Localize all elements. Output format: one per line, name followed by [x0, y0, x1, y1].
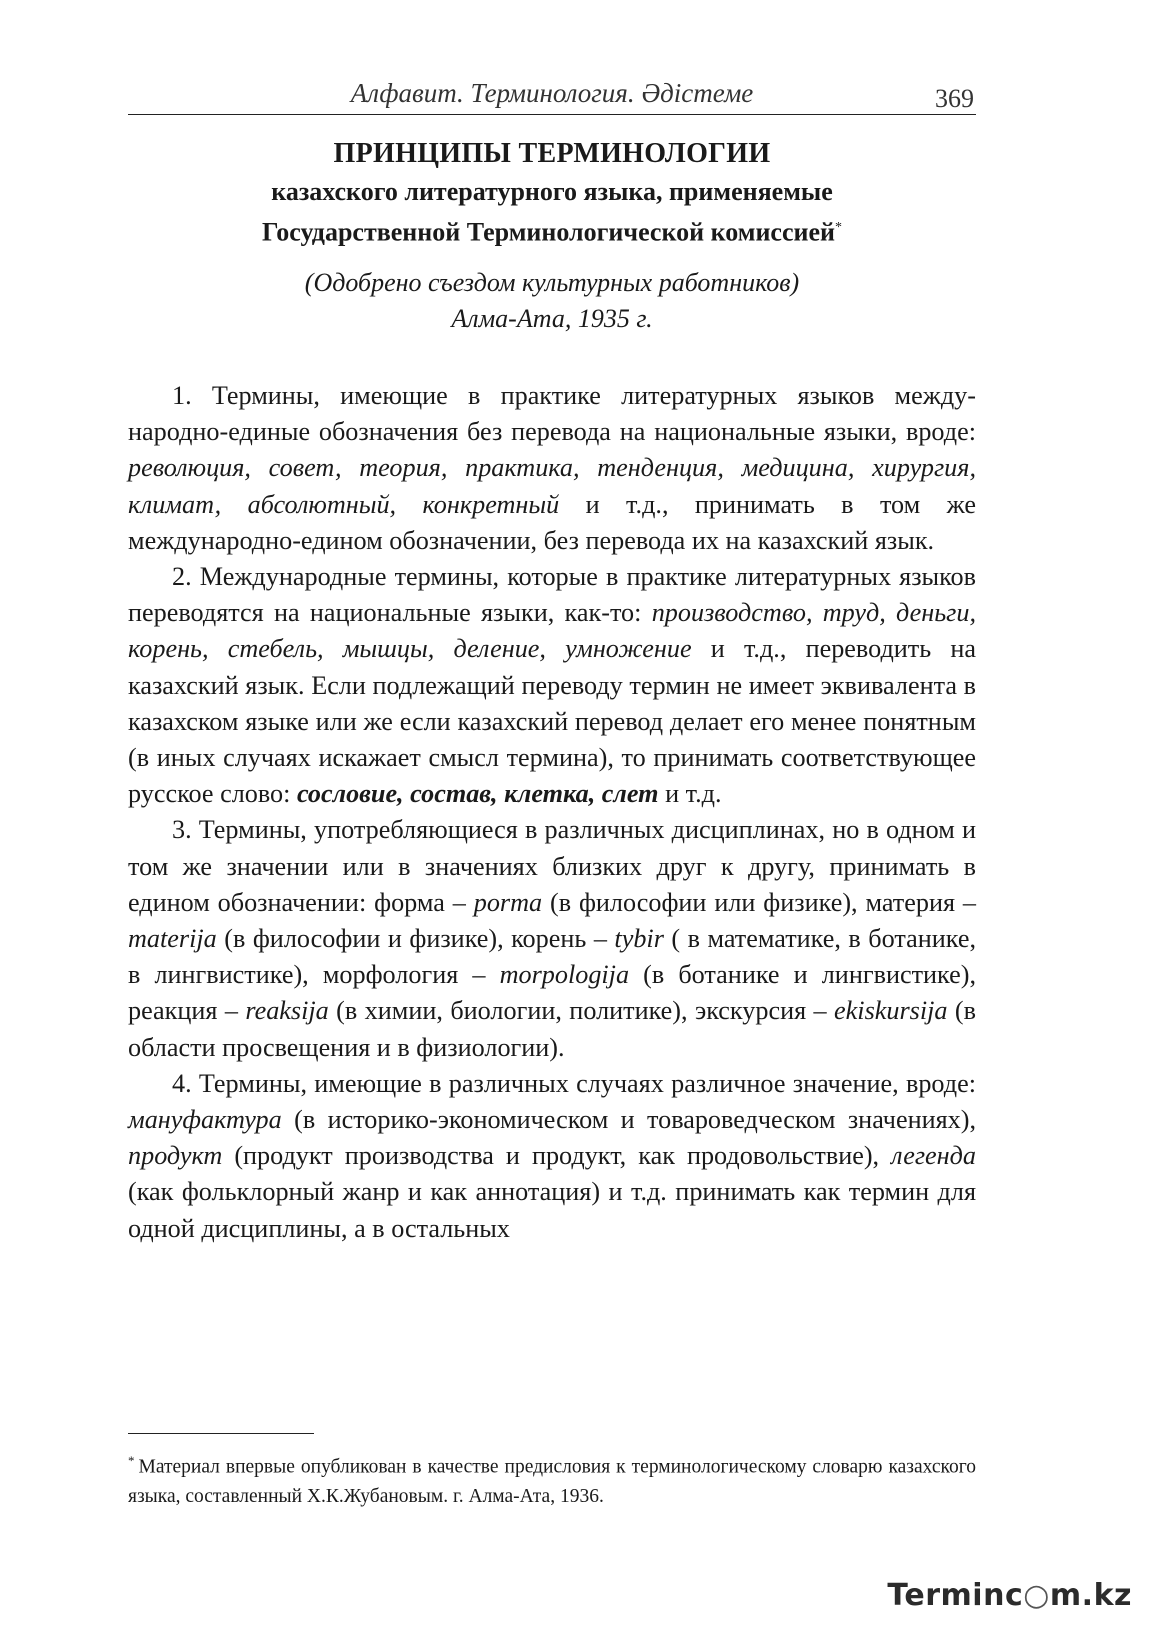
page-header	[128, 74, 976, 115]
watermark-logo: Terminc○m.kz	[887, 1578, 1132, 1613]
approval-line: (Одобрено съездом культурных работников)	[304, 267, 800, 297]
approval-place-date: Алма-Ата, 1935 г.	[451, 303, 653, 333]
footnote-text: Материал впервые опубликован в качестве предисловия к терминологическому словарю казахского языка, составленный Х.К.Жубановым. г. Алма-Ата, 1936.	[128, 1456, 976, 1507]
example-terms: революция, совет, теория, практика, тенденция, медицина, хирургия, климат, абсолютный, конкретный	[128, 453, 976, 519]
body-text	[128, 378, 976, 1247]
paragraph-3: 3. Термины, употребляющиеся в различных дисциплинах, но в одном и том же значении или в значениях близких друг к другу, принимать в едином обозначении: форма – porma (в философии или физике), материя – materija (в философии и физике), корень – tybir ( в математике, в ботанике, в лингвистике), морфология – morpologija (в ботанике и лингвистике), реакция – reaksija (в химии, биологии, политике), экскурсия – ekiskursija (в области просвещения и в физиологии).	[128, 815, 977, 1062]
footnote-marker: *	[128, 1453, 135, 1468]
term: tybir	[614, 924, 664, 954]
example-terms-bold: сословие, состав, клетка, слет	[296, 779, 659, 809]
term: reaksija	[245, 996, 329, 1026]
title-block	[128, 134, 976, 337]
paragraph-4: 4. Термины, имеющие в различных случаях различное значение, вроде: мануфактура (в историко-экономическом и товароведческом значениях), продукт (продукт производства и продукт, как продовольствие), легенда (как фольклорный жанр и как аннотация) и т.д. принимать как термин для одной дисциплины, а в остальных	[128, 1068, 976, 1243]
term: мануфактура	[128, 1105, 282, 1135]
paragraph-2: 2. Международные термины, которые в практике литературных языков переводятся на национальные языки, как-то: производство, труд, деньги, корень, стебель, мышцы, деление, умножение и т.д., переводить на казахский язык. Если подлежащий переводу термин не имеет эквивалента в казахском языке или же если казахский перевод делает его менее понятным (в иных случаях искажает смысл термина), то принимать соответствующее русское слово: сословие, состав, клетка, слет и т.д.	[128, 562, 976, 809]
term: porma	[473, 887, 543, 917]
footnote-marker: *	[835, 220, 842, 235]
term: morpologija	[499, 960, 630, 990]
running-head: Алфавит. Терминология. Әдістеме	[350, 78, 754, 108]
footnote-divider	[128, 1433, 314, 1434]
approval-note	[128, 265, 976, 337]
document-subtitle-line2: Государственной Терминологической комиссией*	[261, 217, 842, 247]
search-icon: ○	[1023, 1578, 1050, 1613]
page-number: 369	[935, 84, 974, 113]
term: materija	[128, 924, 217, 954]
document-subtitle-line1: казахского литературного языка, применяемые	[271, 177, 833, 206]
term: продукт	[128, 1141, 223, 1171]
term: легенда	[891, 1141, 976, 1171]
example-terms: производство, труд, деньги, корень, стебель, мышцы, деление, умножение	[128, 598, 976, 664]
paragraph-1: 1. Термины, имеющие в практике литературных языков между-народно-единые обозначения без перевода на национальные языки, вроде: революция, совет, теория, практика, тенденция, медицина, хирургия, климат, абсолютный, конкретный и т.д., принимать в том же международно-едином обозначении, без перевода их на казахский язык.	[128, 381, 976, 555]
document-title: ПРИНЦИПЫ ТЕРМИНОЛОГИИ	[333, 138, 771, 169]
term: ekiskursija	[834, 996, 948, 1026]
footnote	[128, 1446, 976, 1511]
